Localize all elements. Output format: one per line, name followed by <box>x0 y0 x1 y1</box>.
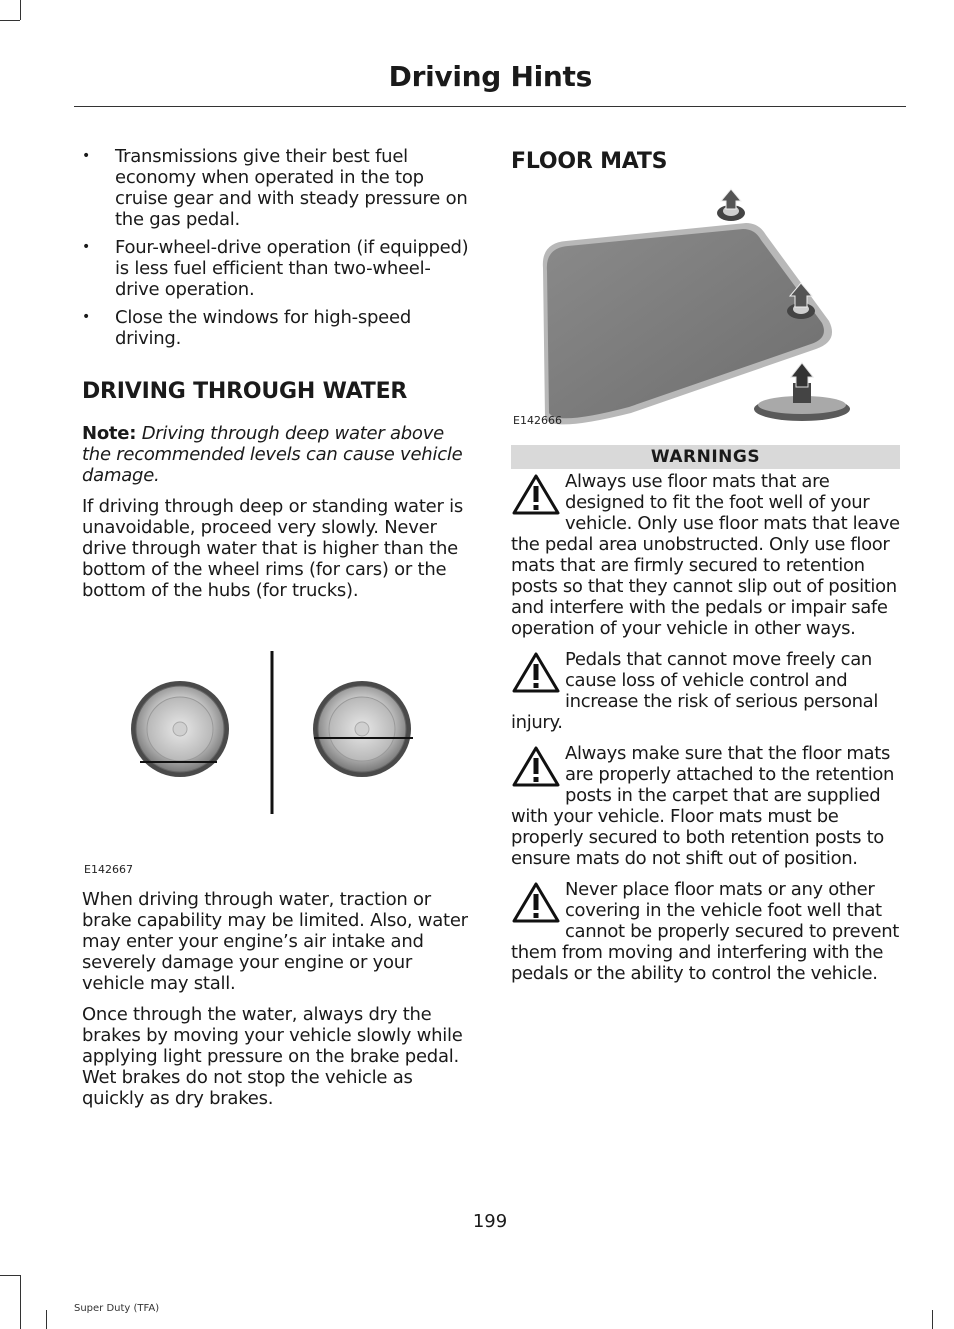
figure-code: E142667 <box>84 863 133 876</box>
bullet-icon: • <box>82 239 91 255</box>
warning-item: Always use floor mats that are designed to fit the foot well of your vehicle. Only use floor mats that leave the pedal area unobstructed. Only use floor mats that are firmly secured to retention posts so that they cannot slip out of position and interfere with the pedals or impair safe operation of your vehicle in other ways. <box>511 471 900 639</box>
warning-item: Pedals that cannot move freely can cause loss of vehicle control and increase the risk of serious personal injury. <box>511 649 879 733</box>
warnings-header: WARNINGS <box>511 445 900 469</box>
warning-triangle-icon <box>511 743 561 789</box>
title-divider <box>74 106 906 107</box>
right-column <box>511 146 900 984</box>
retention-post-icon <box>717 189 745 221</box>
page-title: Driving Hints <box>388 60 592 93</box>
section-heading-driving-through-water: DRIVING THROUGH WATER <box>82 379 408 404</box>
crop-mark <box>46 1310 47 1329</box>
warning-item: Always make sure that the floor mats are properly attached to the retention posts in the carpet that are supplied with your vehicle. Floor mats must be properly secured to both retention posts to ensure mats do not shift out of position. <box>511 743 895 869</box>
crop-mark <box>932 1310 933 1329</box>
footer-model: Super Duty (TFA) <box>74 1303 160 1314</box>
warning-item: Never place floor mats or any other covering in the vehicle foot well that cannot be properly secured to prevent them from moving and interfering with the pedals or the ability to control the vehicle. <box>511 879 899 984</box>
wheel-illustration <box>82 631 474 881</box>
left-column <box>82 146 474 1119</box>
crop-mark <box>0 20 20 21</box>
warning-triangle-icon <box>511 879 561 925</box>
warning-triangle-icon <box>511 471 561 517</box>
bullet-icon: • <box>82 309 91 325</box>
warning-triangle-icon <box>511 649 561 695</box>
bullet-icon: • <box>82 148 91 164</box>
truck-wheel-icon <box>313 681 413 777</box>
wheel-water-figure <box>82 611 474 881</box>
car-wheel-icon <box>131 681 229 777</box>
page-number: 199 <box>472 1211 508 1232</box>
list-item: • Transmissions give their best fuel economy when operated in the top cruise gear and with steady pressure on the gas pedal. <box>82 146 468 230</box>
figure-code: E142666 <box>513 414 562 427</box>
tips-list <box>82 146 474 349</box>
crop-mark <box>20 1275 21 1329</box>
paragraph: When driving through water, traction or brake capability may be limited. Also, water may enter your engine’s air intake and severely damage your engine or your vehicle may stall. <box>82 889 468 994</box>
list-item: • Four-wheel-drive operation (if equipped) is less fuel efficient than two-wheel-drive operation. <box>82 237 469 300</box>
list-item: • Close the windows for high-speed driving. <box>82 307 411 349</box>
floor-mat-figure <box>511 183 900 468</box>
floor-mat-icon <box>543 223 832 424</box>
section-heading-floor-mats: FLOOR MATS <box>511 149 668 174</box>
floor-mat-illustration <box>511 183 900 443</box>
note <box>82 423 474 486</box>
paragraph: If driving through deep or standing water is unavoidable, proceed very slowly. Never drive through water that is higher than the bottom of the wheel rims (for cars) or the bottom of the hubs (for trucks). <box>82 496 463 601</box>
note-text: Driving through deep water above the recommended levels can cause vehicle damage. <box>82 423 463 486</box>
crop-mark <box>20 0 21 20</box>
paragraph: Once through the water, always dry the brakes by moving your vehicle slowly while applying light pressure on the brake pedal. Wet brakes do not stop the vehicle as quickly as dry brakes. <box>82 1004 463 1109</box>
crop-mark <box>0 1275 20 1276</box>
note-label: Note: <box>82 423 137 444</box>
retention-post-icon <box>754 363 850 421</box>
